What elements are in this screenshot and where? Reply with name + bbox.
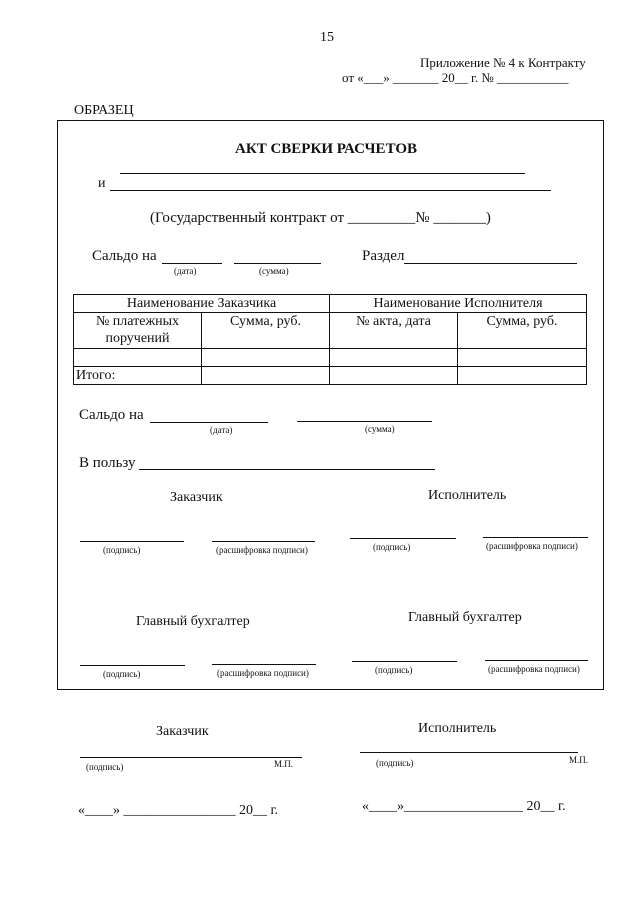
col-payment-orders: № платежных поручений xyxy=(74,313,202,349)
table-cell xyxy=(202,367,330,385)
footer-customer-sign-line xyxy=(80,757,302,758)
act-title: АКТ СВЕРКИ РАСЧЕТОВ xyxy=(235,141,418,157)
footer-contractor-sign-hint: (подпись) xyxy=(376,758,414,768)
contractor-sign-line xyxy=(350,538,456,539)
col-act-date: № акта, дата xyxy=(330,313,458,349)
contractor-decode-hint: (расшифровка подписи) xyxy=(486,541,578,551)
footer-date-left: «____» ________________ 20__ г. xyxy=(78,803,279,818)
customer-sign-line xyxy=(80,541,184,542)
saldo-bottom-date-hint: (дата) xyxy=(210,425,233,435)
contractor-title: Исполнитель xyxy=(428,488,507,503)
col-customer-sum: Сумма, руб. xyxy=(202,313,330,349)
col-contractor-sum: Сумма, руб. xyxy=(458,313,587,349)
table-cell xyxy=(458,367,587,385)
customer-decode-line xyxy=(212,541,315,542)
saldo-top-label: Сальдо на xyxy=(92,248,157,264)
saldo-top-sum-line xyxy=(234,263,321,264)
table-cell xyxy=(330,349,458,367)
chief-right-decode-hint: (расшифровка подписи) xyxy=(488,664,580,674)
party-line-2 xyxy=(110,190,551,191)
saldo-top-date-line xyxy=(162,263,222,264)
chief-right-sign-hint: (подпись) xyxy=(375,665,413,675)
footer-customer-sign-hint: (подпись) xyxy=(86,762,124,772)
chief-right-sign-line xyxy=(352,661,457,662)
and-word: и xyxy=(98,176,106,191)
footer-customer-stamp: М.П. xyxy=(274,759,294,769)
party-line-1 xyxy=(120,173,525,174)
customer-header: Наименование Заказчика xyxy=(74,295,330,313)
page-number: 15 xyxy=(320,30,334,45)
footer-customer-title: Заказчик xyxy=(156,724,209,739)
saldo-bottom-label: Сальдо на xyxy=(79,407,144,423)
customer-decode-hint: (расшифровка подписи) xyxy=(216,545,308,555)
total-label: Итого: xyxy=(74,367,202,385)
saldo-bottom-sum-hint: (сумма) xyxy=(365,424,395,434)
section-line xyxy=(404,263,577,264)
contractor-header: Наименование Исполнителя xyxy=(330,295,587,313)
table-cell xyxy=(74,349,202,367)
act-frame xyxy=(57,120,604,690)
appendix-line-1: Приложение № 4 к Контракту xyxy=(420,55,586,70)
footer-contractor-title: Исполнитель xyxy=(418,721,497,736)
chief-left-decode-hint: (расшифровка подписи) xyxy=(217,668,309,678)
chief-left-decode-line xyxy=(212,664,316,665)
footer-date-right: «____»_________________ 20__ г. xyxy=(362,799,566,814)
contractor-sign-hint: (подпись) xyxy=(373,542,411,552)
in-favor-line xyxy=(139,469,435,470)
appendix-line-2: от «___» _______ 20__ г. № ___________ xyxy=(342,70,569,85)
saldo-top-date-hint: (дата) xyxy=(174,266,197,276)
table-cell xyxy=(330,367,458,385)
chief-right-decode-line xyxy=(485,660,588,661)
saldo-top-sum-hint: (сумма) xyxy=(259,266,289,276)
settlement-table xyxy=(73,294,587,385)
footer-contractor-stamp: М.П. xyxy=(569,755,589,765)
chief-accountant-right-title: Главный бухгалтер xyxy=(408,610,522,625)
customer-title: Заказчик xyxy=(170,490,223,505)
customer-sign-hint: (подпись) xyxy=(103,545,141,555)
section-label: Раздел xyxy=(362,248,405,264)
saldo-bottom-sum-line xyxy=(297,421,432,422)
contract-line: (Государственный контракт от _________№ _______) xyxy=(150,210,491,226)
sample-label: ОБРАЗЕЦ xyxy=(74,103,134,118)
in-favor-label: В пользу xyxy=(79,455,136,471)
table-cell xyxy=(202,349,330,367)
footer-contractor-sign-line xyxy=(360,752,578,753)
chief-accountant-left-title: Главный бухгалтер xyxy=(136,614,250,629)
chief-left-sign-hint: (подпись) xyxy=(103,669,141,679)
contractor-decode-line xyxy=(483,537,588,538)
table-cell xyxy=(458,349,587,367)
saldo-bottom-date-line xyxy=(150,422,268,423)
chief-left-sign-line xyxy=(80,665,185,666)
